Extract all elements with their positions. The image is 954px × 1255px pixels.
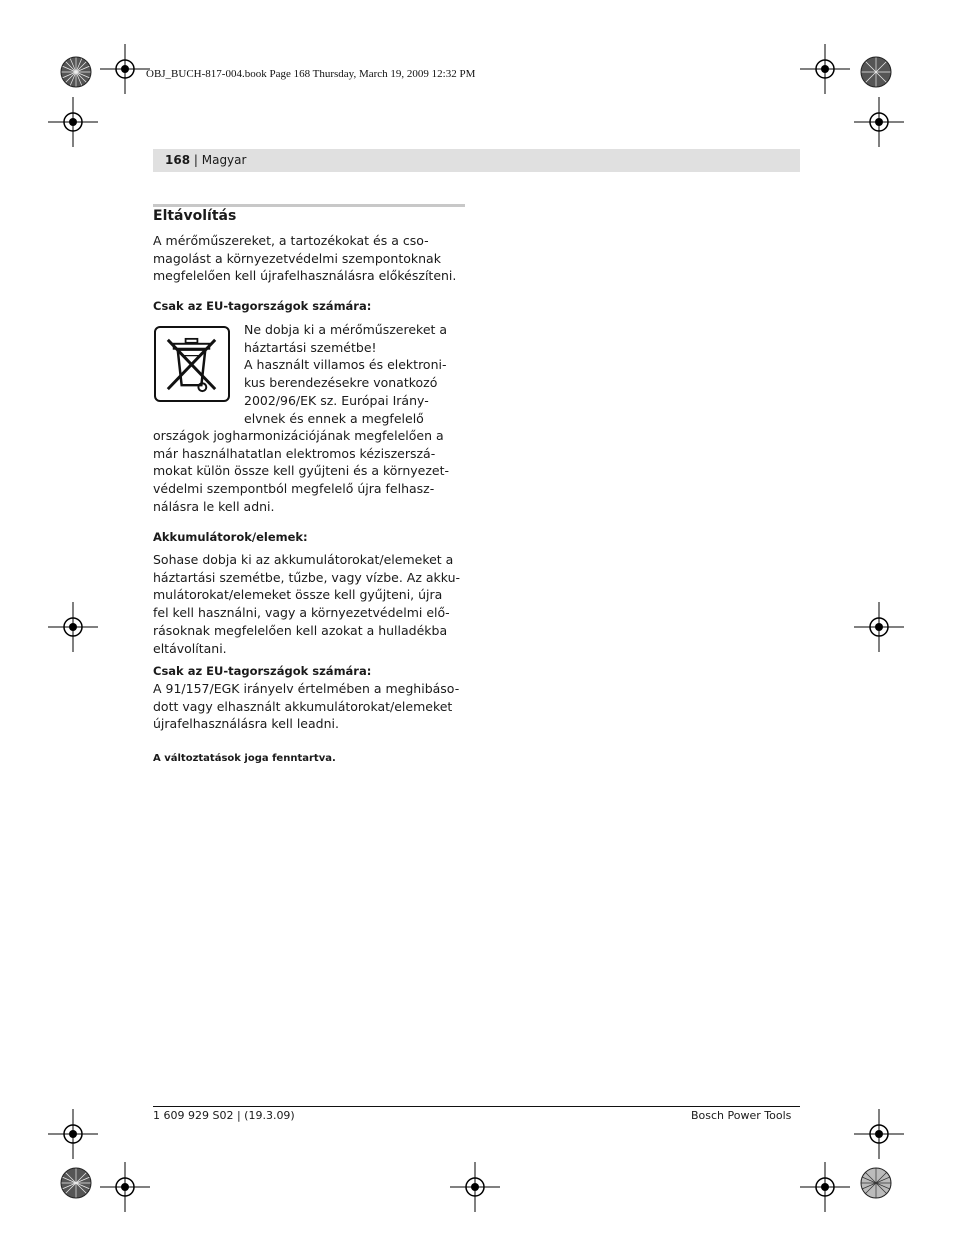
eu-heading: Csak az EU-tagországok számára: xyxy=(153,664,372,678)
text-line: újrafelhasználásra kell leadni. xyxy=(153,716,339,732)
document-number: 1 609 929 S02 | (19.3.09) xyxy=(153,1109,295,1122)
text-line: háztartási szemétbe, tűzbe, vagy vízbe. Az akku- xyxy=(153,569,461,585)
text-line: elvnek és ennek a megfelelő xyxy=(244,410,424,426)
text-line: megfelelően kell újrafelhasználásra előkészíteni. xyxy=(153,268,457,284)
print-header: OBJ_BUCH-817-004.book Page 168 Thursday, March 19, 2009 12:32 PM xyxy=(146,68,476,80)
starburst-target-icon xyxy=(60,1167,92,1199)
registration-mark-icon xyxy=(48,602,98,652)
starburst-target-icon xyxy=(860,1167,892,1199)
page-header-band xyxy=(153,149,800,172)
text-line: A 91/157/EGK irányelv értelmében a meghibáso- xyxy=(153,681,460,696)
starburst-target-icon xyxy=(860,56,892,88)
registration-mark-icon xyxy=(800,1162,850,1212)
directive-paragraph xyxy=(153,680,468,733)
intro-paragraph xyxy=(153,232,468,285)
text-line: már használhatatlan elektromos kéziszerszá- xyxy=(153,445,436,461)
weee-paragraph-side xyxy=(244,321,468,427)
registration-mark-icon xyxy=(48,1109,98,1159)
rights-reserved-note: A változtatások joga fenntartva. xyxy=(153,753,336,764)
page-number: 168 xyxy=(165,153,191,167)
section-title: Eltávolítás xyxy=(153,208,237,224)
page-separator: | xyxy=(190,153,202,167)
text-line: nálásra le kell adni. xyxy=(153,498,275,514)
battery-paragraph xyxy=(153,551,468,657)
registration-mark-icon xyxy=(800,44,850,94)
registration-mark-icon xyxy=(100,44,150,94)
text-line: kus berendezésekre vonatkozó xyxy=(244,375,438,391)
text-line: eltávolítani. xyxy=(153,640,227,656)
page-language: Magyar xyxy=(201,153,247,167)
starburst-target-icon xyxy=(60,56,92,88)
text-line: magolást a környezetvédelmi szempontoknak xyxy=(153,250,441,266)
registration-mark-icon xyxy=(100,1162,150,1212)
text-line: mulátorokat/elemeket össze kell gyűjteni, újra xyxy=(153,587,443,603)
text-line: dott vagy elhasznált akkumulátorokat/elemeket xyxy=(153,698,453,714)
registration-mark-icon xyxy=(854,1109,904,1159)
section-rule xyxy=(153,204,465,207)
text-line: mokat külön össze kell gyűjteni és a környezet- xyxy=(153,463,450,479)
text-line: rásoknak megfelelően kell azokat a hulladékba xyxy=(153,622,448,638)
text-line: Ne dobja ki a mérőműszereket a xyxy=(244,322,448,337)
text-line: fel kell használni, vagy a környezetvédelmi elő- xyxy=(153,605,450,621)
text-line: 2002/96/EK sz. Európai Irány- xyxy=(244,392,429,408)
registration-mark-icon xyxy=(854,97,904,147)
footer-rule xyxy=(153,1106,800,1107)
registration-mark-icon xyxy=(450,1162,500,1212)
registration-mark-icon xyxy=(48,97,98,147)
text-line: háztartási szemétbe! xyxy=(244,339,377,355)
page-number-label xyxy=(165,153,246,167)
battery-heading: Akkumulátorok/elemek: xyxy=(153,530,308,544)
crossed-out-wheelie-bin-icon xyxy=(154,326,230,402)
text-line: országok jogharmonizációjának megfelelően a xyxy=(153,428,444,443)
registration-mark-icon xyxy=(854,602,904,652)
eu-heading: Csak az EU-tagországok számára: xyxy=(153,299,372,313)
text-line: védelmi szempontból megfelelő újra felhasz- xyxy=(153,481,435,497)
bin-drawing xyxy=(156,328,227,399)
text-line: A mérőműszereket, a tartozékokat és a cso- xyxy=(153,233,429,248)
brand-name: Bosch Power Tools xyxy=(691,1109,792,1122)
weee-paragraph-below xyxy=(153,427,468,516)
text-line: Sohase dobja ki az akkumulátorokat/elemeket a xyxy=(153,552,454,567)
text-line: A használt villamos és elektroni- xyxy=(244,357,447,373)
